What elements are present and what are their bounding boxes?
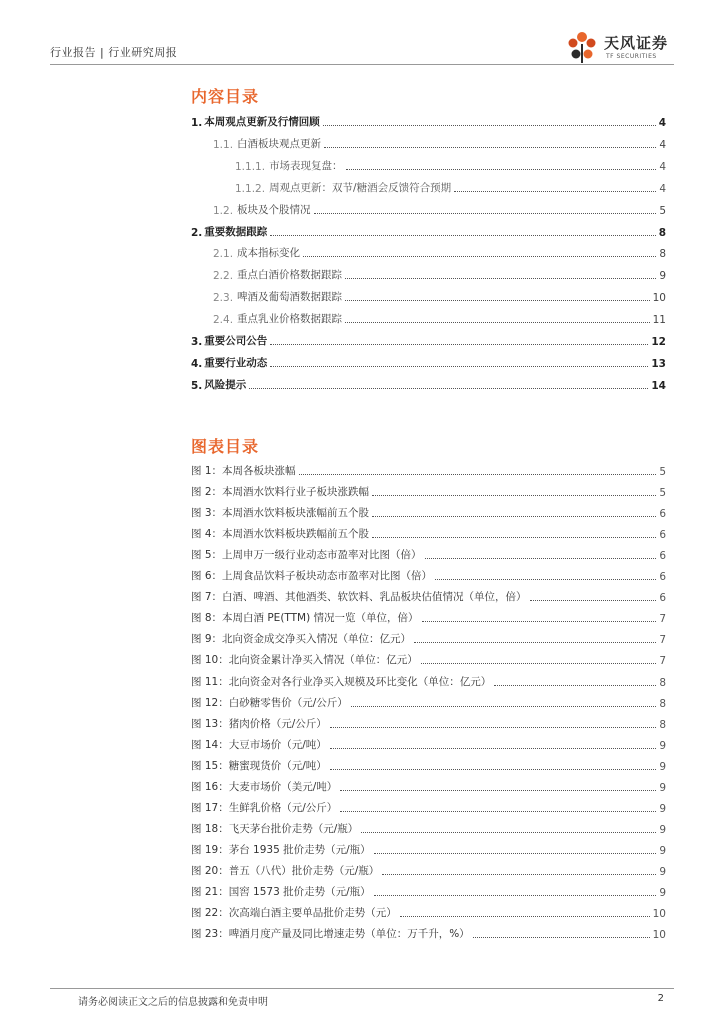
figure-item[interactable]: [191, 673, 666, 689]
toc-item[interactable]: [191, 376, 666, 392]
figure-item-page: 9: [659, 887, 666, 899]
dot-leader: [421, 663, 657, 664]
toc-item-number: 4.: [191, 357, 203, 370]
logo-subtitle: TF SECURITIES: [606, 53, 657, 60]
figure-item[interactable]: [191, 694, 666, 710]
dot-leader: [346, 169, 657, 170]
figure-item[interactable]: [191, 778, 666, 794]
dot-leader: [270, 235, 655, 236]
toc-item-label: 重点乳业价格数据跟踪: [237, 313, 343, 326]
figure-item-label: 图 18：飞天茅台批价走势（元/瓶）: [191, 822, 359, 835]
dot-leader: [340, 811, 656, 812]
figure-item-label: 图 7：白酒、啤酒、其他酒类、软饮料、乳品板块估值情况（单位，倍）: [191, 591, 527, 604]
figure-item[interactable]: [191, 841, 666, 857]
dot-leader: [303, 256, 656, 257]
figure-item-page: 7: [659, 655, 666, 668]
toc-title: 内容目录: [191, 87, 260, 106]
toc-item-page: 8: [659, 248, 666, 261]
figure-item-label: 图 9：北向资金成交净买入情况（单位：亿元）: [191, 633, 412, 646]
toc-item-label: 成本指标变化: [237, 247, 301, 260]
dot-leader: [330, 769, 657, 770]
dot-leader: [351, 706, 657, 707]
figure-item-page: 6: [659, 550, 666, 563]
figure-item[interactable]: [191, 483, 666, 499]
toc-item-page: 9: [659, 270, 666, 283]
figure-item[interactable]: [191, 715, 666, 731]
figure-item-label: 图 14：大豆市场价（元/吨）: [191, 738, 327, 751]
figure-item-label: 图 22：次高端白酒主要单品批价走势（元）: [191, 907, 397, 920]
figure-item[interactable]: [191, 799, 666, 815]
dot-leader: [299, 474, 657, 475]
figure-item[interactable]: [191, 504, 666, 520]
toc-item-label: 重点白酒价格数据跟踪: [237, 269, 343, 282]
figure-item-page: 5: [659, 487, 666, 500]
dot-leader: [425, 558, 657, 559]
dot-leader: [361, 832, 656, 833]
figure-item-page: 10: [652, 929, 666, 942]
toc-item-page: 4: [659, 182, 666, 195]
dot-leader: [249, 388, 648, 389]
figure-item[interactable]: [191, 904, 666, 920]
figure-item-page: 5: [659, 466, 666, 478]
toc-item-number: 1.1.: [213, 138, 234, 151]
toc-item-number: 2.4.: [213, 314, 234, 327]
figure-item[interactable]: [191, 883, 666, 899]
toc-item[interactable]: [213, 266, 666, 282]
dot-leader: [374, 895, 657, 896]
toc-item[interactable]: [213, 244, 666, 260]
figure-item-label: 图 1：本周各板块涨幅: [191, 465, 296, 477]
toc-item-number: 1.1.2.: [235, 182, 266, 195]
toc-item-page: 5: [659, 204, 666, 217]
dot-leader: [494, 685, 656, 686]
figure-item-page: 8: [659, 676, 666, 689]
figure-item-label: 图 11：北向资金对各行业净买入规模及环比变化（单位：亿元）: [191, 675, 492, 688]
figure-item-label: 图 4：本周酒水饮料板块跌幅前五个股: [191, 528, 370, 541]
figure-item-label: 图 23：啤酒月度产量及同比增速走势（单位：万千升，%）: [191, 928, 470, 941]
toc-item[interactable]: [191, 332, 666, 348]
toc-item-number: 2.1.: [213, 248, 234, 261]
toc-item-page: 13: [651, 357, 666, 370]
company-logo: [564, 30, 674, 66]
toc-item[interactable]: [191, 113, 666, 129]
page-header: [50, 34, 674, 70]
dot-leader: [314, 213, 657, 214]
toc-item-number: 1.2.: [213, 204, 234, 217]
footer-disclaimer: 请务必阅读正文之后的信息披露和免责申明: [78, 997, 268, 1008]
dot-leader: [530, 600, 657, 601]
figure-item-label: 图 8：本周白酒 PE(TTM) 情况一览（单位，倍）: [191, 612, 419, 625]
figure-item-page: 6: [659, 592, 666, 605]
dot-leader: [372, 516, 656, 517]
dot-leader: [382, 874, 656, 875]
figure-item-page: 6: [659, 508, 666, 521]
figure-item[interactable]: [191, 820, 666, 836]
toc-item-page: 8: [658, 226, 666, 239]
figure-item[interactable]: [191, 630, 666, 646]
dot-leader: [422, 621, 657, 622]
toc-item-label: 板块及个股情况: [237, 203, 311, 216]
toc-item[interactable]: [235, 179, 666, 195]
figure-item-page: 7: [659, 634, 666, 647]
toc-item-page: 14: [651, 379, 666, 392]
dot-leader: [340, 790, 656, 791]
figure-item-label: 图 16：大麦市场价（美元/吨）: [191, 780, 338, 793]
figure-item[interactable]: [191, 862, 666, 878]
toc-item[interactable]: [235, 157, 666, 173]
figure-item-label: 图 6：上周食品饮料子板块动态市盈率对比图（倍）: [191, 570, 433, 583]
figure-item-label: 图 21：国窖 1573 批价走势（元/瓶）: [191, 886, 371, 898]
footer-page-number: 2: [657, 993, 664, 1004]
figure-item-page: 10: [652, 908, 666, 921]
toc-item-page: 12: [651, 336, 666, 348]
figure-item-label: 图 15：糖蜜现货价（元/吨）: [191, 759, 327, 772]
toc-item-page: 10: [652, 292, 666, 305]
dot-leader: [473, 937, 650, 938]
figure-item-label: 图 2：本周酒水饮料行业子板块涨跌幅: [191, 486, 370, 499]
toc-item-label: 重要行业动态: [204, 356, 268, 369]
figure-item-label: 图 19：茅台 1935 批价走势（元/瓶）: [191, 843, 371, 856]
toc-item-number: 2.2.: [213, 270, 234, 283]
dot-leader: [270, 344, 648, 345]
figure-item[interactable]: [191, 525, 666, 541]
toc-item-number: 2.: [191, 226, 203, 239]
figure-item-label: 图 3：本周酒水饮料板块涨幅前五个股: [191, 507, 370, 520]
figure-item[interactable]: [191, 736, 666, 752]
dot-leader: [330, 727, 657, 728]
figure-item-label: 图 5：上周申万一级行业动态市盈率对比图（倍）: [191, 549, 422, 562]
dot-leader: [435, 579, 656, 580]
figure-item[interactable]: [191, 925, 666, 941]
figure-item-page: 9: [659, 739, 666, 752]
toc-item[interactable]: [213, 288, 666, 304]
figure-item-page: 8: [659, 718, 666, 731]
logo-flower-icon: [564, 30, 600, 64]
figure-item[interactable]: [191, 609, 666, 625]
figure-item-page: 7: [659, 613, 666, 626]
toc-item[interactable]: [213, 135, 666, 151]
figure-item-page: 9: [659, 760, 666, 773]
figure-item[interactable]: [191, 588, 666, 604]
toc-item[interactable]: [191, 223, 666, 239]
dot-leader: [454, 191, 656, 192]
report-type: 行业报告 | 行业研究周报: [50, 46, 178, 59]
figure-item-label: 图 20：普五（八代）批价走势（元/瓶）: [191, 864, 380, 877]
figure-item-page: 9: [659, 781, 666, 794]
figure-item-page: 9: [659, 865, 666, 878]
figure-item-label: 图 10：北向资金累计净买入情况（单位：亿元）: [191, 654, 418, 667]
toc-item-label: 重要数据跟踪: [204, 225, 268, 238]
toc-item-page: 11: [652, 314, 666, 327]
figure-item-label: 图 17：生鲜乳价格（元/公斤）: [191, 801, 338, 814]
toc-item-number: 3.: [191, 336, 203, 348]
figure-item-page: 6: [659, 571, 666, 584]
header-divider: [50, 64, 674, 65]
toc-item-label: 啤酒及葡萄酒数据跟踪: [237, 291, 343, 304]
figure-item-page: 8: [659, 697, 666, 710]
figure-item-page: 9: [659, 802, 666, 815]
figure-item-page: 6: [659, 529, 666, 542]
toc-item-label: 本周观点更新及行情回顾: [204, 116, 320, 128]
toc-item-number: 1.1.1.: [235, 160, 266, 173]
figure-item-page: 9: [659, 844, 666, 857]
figure-item[interactable]: [191, 651, 666, 667]
dot-leader: [400, 916, 650, 917]
toc-item-page: 4: [658, 117, 666, 129]
toc-item-label: 重要公司公告: [204, 335, 268, 347]
figure-item[interactable]: [191, 567, 666, 583]
figure-item-label: 图 12：白砂糖零售价（元/公斤）: [191, 696, 348, 709]
dot-leader: [270, 366, 648, 367]
toc-item-page: 4: [659, 138, 666, 151]
logo-name: 天风证券: [604, 34, 669, 52]
dot-leader: [372, 537, 656, 538]
figure-item-label: 图 13：猪肉价格（元/公斤）: [191, 717, 327, 730]
toc-item-page: 4: [659, 160, 666, 173]
dot-leader: [324, 147, 656, 148]
dot-leader: [345, 322, 650, 323]
toc-item[interactable]: [213, 310, 666, 326]
toc-item[interactable]: [213, 201, 666, 217]
toc-item-number: 5.: [191, 379, 203, 392]
dot-leader: [345, 278, 656, 279]
dot-leader: [414, 642, 656, 643]
toc-item-label: 周观点更新：双节/糖酒会反馈符合预期: [269, 181, 452, 194]
figure-item-page: 9: [659, 823, 666, 836]
toc-item-label: 白酒板块观点更新: [237, 137, 322, 150]
toc-item-number: 2.3.: [213, 292, 234, 305]
footer-divider: [50, 988, 674, 989]
figure-item[interactable]: [191, 757, 666, 773]
toc-item-label: 市场表现复盘：: [269, 159, 343, 172]
dot-leader: [374, 853, 657, 854]
figure-item[interactable]: [191, 462, 666, 478]
dot-leader: [372, 495, 656, 496]
toc-item[interactable]: [191, 354, 666, 370]
toc-item-number: 1.: [191, 117, 203, 129]
dot-leader: [330, 748, 657, 749]
dot-leader: [345, 300, 650, 301]
figure-item[interactable]: [191, 546, 666, 562]
figures-title: 图表目录: [191, 437, 260, 456]
dot-leader: [323, 125, 656, 126]
toc-item-label: 风险提示: [204, 378, 247, 391]
